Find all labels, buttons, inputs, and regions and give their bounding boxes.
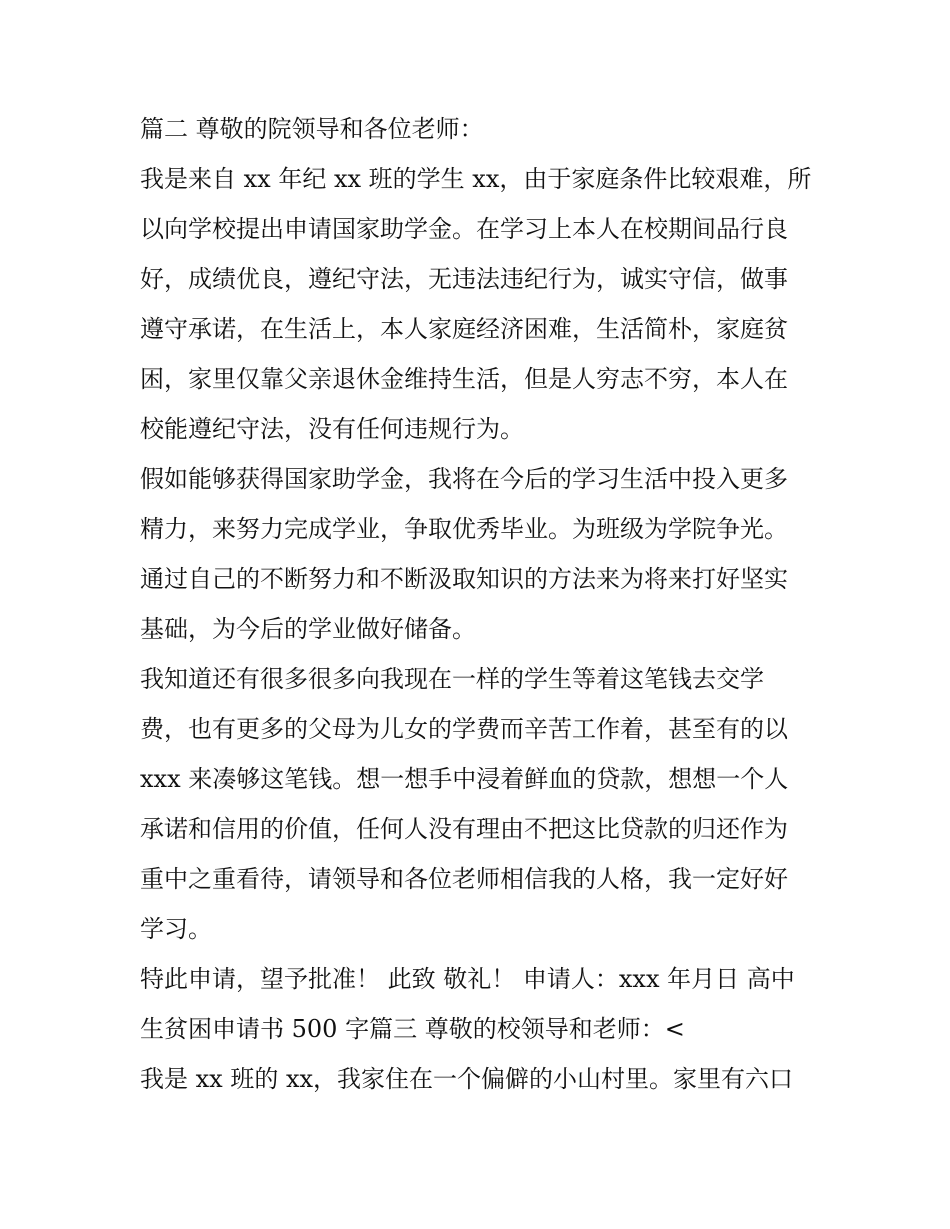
text-line-18: 特此申请，望予批准！ 此致 敬礼！ 申请人：xxx 年月日 高中 [140,965,795,993]
text-line-03: 以向学校提出申请国家助学金。在学习上本人在校期间品行良 [140,215,788,243]
text-line-16: 重中之重看待，请领导和各位老师相信我的人格，我一定好好 [140,865,788,893]
text-line-17: 学习。 [140,915,212,943]
text-line-12: 我知道还有很多很多向我现在一样的学生等着这笔钱去交学 [140,665,764,693]
text-line-19: 生贫困申请书 500 字篇三 尊敬的校领导和老师：< [140,1015,685,1043]
text-line-20: 我是 xx 班的 xx，我家住在一个偏僻的小山村里。家里有六口 [140,1065,794,1093]
text-line-15: 承诺和信用的价值，任何人没有理由不把这比贷款的归还作为 [140,815,788,843]
text-line-10: 通过自己的不断努力和不断汲取知识的方法来为将来打好坚实 [140,565,788,593]
text-line-13: 费，也有更多的父母为儿女的学费而辛苦工作着，甚至有的以 [140,715,788,743]
document-body [140,104,830,1104]
text-line-05: 遵守承诺，在生活上，本人家庭经济困难，生活简朴，家庭贫 [140,315,788,343]
text-line-09: 精力，来努力完成学业，争取优秀毕业。为班级为学院争光。 [140,515,788,543]
text-line-04: 好，成绩优良，遵纪守法，无违法违纪行为，诚实守信，做事 [140,265,788,293]
text-line-08: 假如能够获得国家助学金，我将在今后的学习生活中投入更多 [140,465,788,493]
text-line-07: 校能遵纪守法，没有任何违规行为。 [140,415,524,443]
text-line-06: 困，家里仅靠父亲退休金维持生活，但是人穷志不穷，本人在 [140,365,788,393]
text-line-14: xxx 来凑够这笔钱。想一想手中浸着鲜血的贷款，想想一个人 [140,765,789,793]
text-line-02: 我是来自 xx 年纪 xx 班的学生 xx，由于家庭条件比较艰难，所 [140,165,812,193]
text-line-11: 基础，为今后的学业做好储备。 [140,615,476,643]
text-line-01: 篇二 尊敬的院领导和各位老师： [140,115,484,143]
